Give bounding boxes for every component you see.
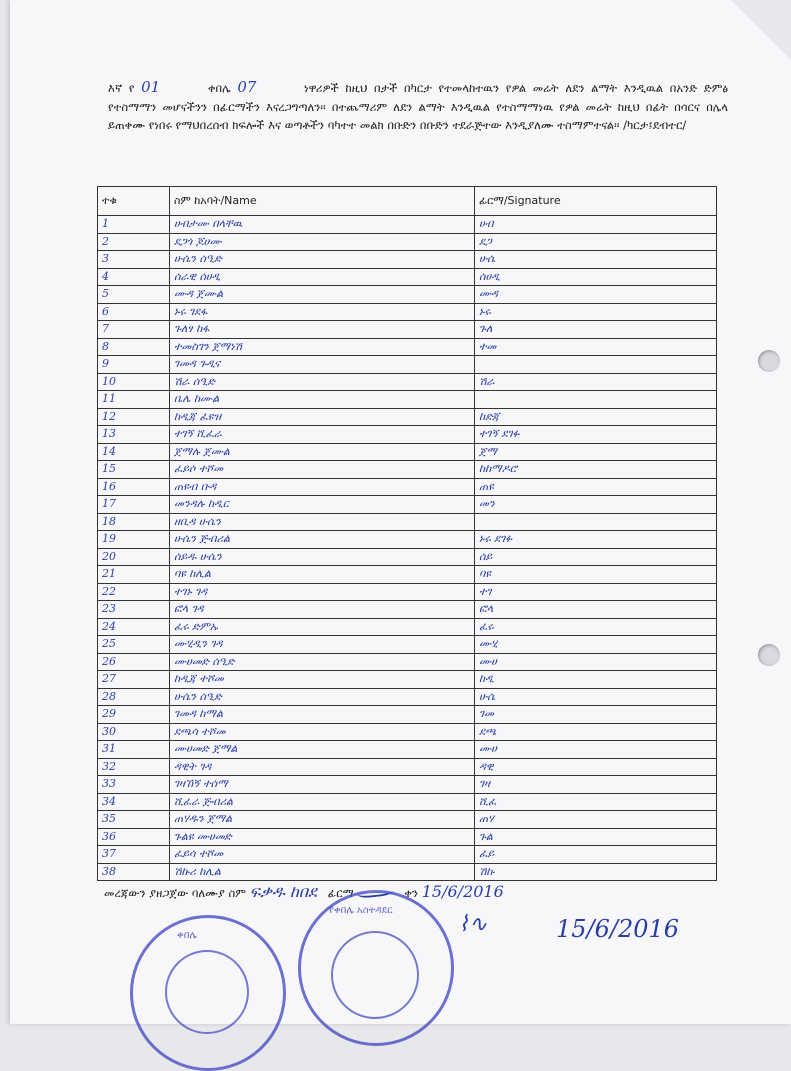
row-name: ሙዳ ጀሙል — [170, 286, 475, 304]
table-row — [98, 513, 717, 531]
table-row — [98, 741, 717, 759]
row-number: 4 — [98, 268, 170, 286]
row-name: ሽራ ሰዒድ — [170, 373, 475, 391]
row-signature — [475, 513, 717, 531]
table-row — [98, 303, 717, 321]
row-number: 9 — [98, 356, 170, 374]
row-name: ተመስገን ጀማነሽ — [170, 338, 475, 356]
row-number: 35 — [98, 811, 170, 829]
row-number: 27 — [98, 671, 170, 689]
table-row — [98, 618, 717, 636]
table-row — [98, 758, 717, 776]
row-name: ከዲጃ ተሾመ — [170, 671, 475, 689]
row-signature: ሰሀዲ — [475, 268, 717, 286]
row-signature: ጠሃ — [475, 811, 717, 829]
row-name: ደጫሳ ተሾመ — [170, 723, 475, 741]
header-name: ስም ከአባት/Name — [170, 187, 475, 216]
table-row — [98, 776, 717, 794]
row-name: ሽኩሪ ከሊል — [170, 863, 475, 881]
table-row — [98, 811, 717, 829]
kebele-number: 01 — [141, 78, 161, 96]
row-name: መንዳሉ ከዲር — [170, 496, 475, 514]
row-number: 19 — [98, 531, 170, 549]
row-name: ጉለፃ ከፋ — [170, 321, 475, 339]
row-name: ጀማሉ ጀሙል — [170, 443, 475, 461]
collector-name: ፍቃዱ ከበደ — [249, 882, 317, 901]
row-signature: ሙሀ — [475, 741, 717, 759]
row-number: 5 — [98, 286, 170, 304]
collector-label: መረጃውን ያዘጋጀው ባለሙያ ስም — [104, 886, 246, 900]
row-name: ከዲጃ ፈዩዝ — [170, 408, 475, 426]
table-row — [98, 478, 717, 496]
row-signature: ዳዊ — [475, 758, 717, 776]
row-name: ባዩ ከሊል — [170, 566, 475, 584]
row-signature: ሀብ — [475, 216, 717, 234]
row-signature: ከዲ — [475, 671, 717, 689]
table-body — [98, 216, 717, 881]
row-name: ኑሩ ገደፋ — [170, 303, 475, 321]
row-name: ዘቢዳ ሁሴን — [170, 513, 475, 531]
row-signature: ከድጃ — [475, 408, 717, 426]
table-row — [98, 408, 717, 426]
header-number: ተቁ — [98, 187, 170, 216]
header-signature: ፊርማ/Signature — [475, 187, 717, 216]
row-number: 11 — [98, 391, 170, 409]
row-name: ሙሀመድ ሰዒድ — [170, 653, 475, 671]
row-name: ሀብታሙ በላቸዉ — [170, 216, 475, 234]
row-signature: ደጫ — [475, 723, 717, 741]
row-number: 30 — [98, 723, 170, 741]
row-name: ሁሴን ሰዒድ — [170, 251, 475, 269]
row-name: ደጋጎ ጆሀሙ — [170, 233, 475, 251]
row-number: 3 — [98, 251, 170, 269]
table-row — [98, 443, 717, 461]
row-name: ፎላ ገዳ — [170, 601, 475, 619]
table-header-row — [98, 187, 717, 216]
row-name: ፈይሶ ተሾመ — [170, 461, 475, 479]
row-number: 12 — [98, 408, 170, 426]
row-number: 38 — [98, 863, 170, 881]
row-signature: ሙሀ — [475, 653, 717, 671]
intro-paragraph — [108, 78, 728, 135]
row-name: ቤሌ ከሙል — [170, 391, 475, 409]
row-signature: ጀማ — [475, 443, 717, 461]
table-row — [98, 268, 717, 286]
table-row — [98, 233, 717, 251]
row-number: 24 — [98, 618, 170, 636]
row-number: 15 — [98, 461, 170, 479]
table-row — [98, 548, 717, 566]
row-name: ፈይሳ ተሾመ — [170, 846, 475, 864]
row-signature: ፈሩ — [475, 618, 717, 636]
row-signature: ሁሴ — [475, 688, 717, 706]
row-number: 10 — [98, 373, 170, 391]
row-number: 33 — [98, 776, 170, 794]
table-row — [98, 846, 717, 864]
row-signature: ተገ — [475, 583, 717, 601]
row-signature: ፈይ — [475, 846, 717, 864]
date-repeat: 15/6/2016 — [556, 915, 680, 943]
table-row — [98, 426, 717, 444]
row-name: ሁሴን ሰዒድ — [170, 688, 475, 706]
row-name: ገመዳ ከማል — [170, 706, 475, 724]
row-number: 34 — [98, 793, 170, 811]
row-number: 31 — [98, 741, 170, 759]
row-signature — [475, 356, 717, 374]
table-row — [98, 356, 717, 374]
row-signature: ጠዩ — [475, 478, 717, 496]
row-number: 6 — [98, 303, 170, 321]
table-row — [98, 216, 717, 234]
stamp-text: የቀበሌ አስተዳደር — [329, 905, 393, 916]
row-number: 22 — [98, 583, 170, 601]
official-stamp-right — [298, 890, 454, 1046]
row-name: ሙሂዲን ገዳ — [170, 636, 475, 654]
row-signature — [475, 391, 717, 409]
table-row — [98, 706, 717, 724]
row-number: 13 — [98, 426, 170, 444]
row-number: 26 — [98, 653, 170, 671]
stamp-text: ቀበሌ — [177, 930, 197, 941]
table-row — [98, 373, 717, 391]
row-name: ሁሴን ጅብሪል — [170, 531, 475, 549]
row-name: ገዛኸኝ ተሰማ — [170, 776, 475, 794]
row-number: 37 — [98, 846, 170, 864]
row-number: 36 — [98, 828, 170, 846]
row-number: 25 — [98, 636, 170, 654]
row-signature: ኑሩ ደገፉ — [475, 531, 717, 549]
row-number: 17 — [98, 496, 170, 514]
row-number: 18 — [98, 513, 170, 531]
row-signature: ደጋ — [475, 233, 717, 251]
row-signature: ጉል — [475, 828, 717, 846]
table-row — [98, 863, 717, 881]
table-row — [98, 338, 717, 356]
row-signature: ፎላ — [475, 601, 717, 619]
table-row — [98, 391, 717, 409]
official-stamp-left — [130, 915, 286, 1071]
row-name: ተገኑ ገዳ — [170, 583, 475, 601]
punch-hole — [758, 350, 780, 372]
row-number: 1 — [98, 216, 170, 234]
row-signature: ሰይ — [475, 548, 717, 566]
row-number: 14 — [98, 443, 170, 461]
intro-body: ነዋሪዎች ከዚህ በታች በካርታ የተመላከተዉን የዎል መሬት ለደን ልማት እንዲዉል በአንድ ድምፅ የተስማማን መሆናችንን በፊርማችን እናረጋግጣለን፡፡ በተጨማሪም ለደን ልማት እንዲዉል የተስማማነዉ የዎል መሬት ከዚህ በፊት በሳርና በሌላ ይጠቀሙ የነበሩ የማህበረሰብ ክፍሎች እና ወጣቶችን ባካተተ መልክ በቡድን በቡድን ተደራጅተው እንዲያለሙ ተስማምተናል፡፡ /ካርታ፤ደብተር/ — [108, 81, 729, 132]
row-number: 29 — [98, 706, 170, 724]
row-name: ጉልዩ ሙሀመድ — [170, 828, 475, 846]
row-name: ሙሀመድ ጀማል — [170, 741, 475, 759]
table-row — [98, 601, 717, 619]
row-signature: ጉለ — [475, 321, 717, 339]
row-signature: ባዩ — [475, 566, 717, 584]
stamp-emblem — [165, 950, 249, 1034]
stamp-emblem — [331, 931, 419, 1019]
row-signature: ከከማዶሮ — [475, 461, 717, 479]
table-row — [98, 321, 717, 339]
row-number: 20 — [98, 548, 170, 566]
row-name: ሰይዱ ሁሴን — [170, 548, 475, 566]
row-signature: መን — [475, 496, 717, 514]
table-row — [98, 688, 717, 706]
row-name: ጠዩብ ቡዳ — [170, 478, 475, 496]
punch-hole — [758, 644, 780, 666]
row-name: ገመዳ ጉዲና — [170, 356, 475, 374]
row-signature: ሙሂ — [475, 636, 717, 654]
row-name: ጠሃዱን ጀማል — [170, 811, 475, 829]
row-signature: ሁሴ — [475, 251, 717, 269]
table-row — [98, 636, 717, 654]
row-number: 2 — [98, 233, 170, 251]
row-signature: ሽኩ — [475, 863, 717, 881]
approver-signature: ⌇∿ — [458, 912, 488, 937]
handwritten-number: 07 — [237, 78, 257, 96]
row-number: 23 — [98, 601, 170, 619]
table-row — [98, 531, 717, 549]
row-number: 28 — [98, 688, 170, 706]
row-number: 8 — [98, 338, 170, 356]
row-name: ሺፈራ ጅብሪል — [170, 793, 475, 811]
row-signature: ኑሩ — [475, 303, 717, 321]
table-row — [98, 286, 717, 304]
table-row — [98, 793, 717, 811]
table-row — [98, 828, 717, 846]
row-signature: ሙዳ — [475, 286, 717, 304]
table-row — [98, 461, 717, 479]
kebele-label: ቀበሌ — [207, 81, 231, 95]
table-row — [98, 583, 717, 601]
row-signature: ሺፈ — [475, 793, 717, 811]
table-row — [98, 566, 717, 584]
table-row — [98, 496, 717, 514]
row-signature: ሽራ — [475, 373, 717, 391]
row-number: 7 — [98, 321, 170, 339]
table-row — [98, 671, 717, 689]
row-name: ሰራዊ ሰሀዲ — [170, 268, 475, 286]
row-name: ተገኝ ሺፈራ — [170, 426, 475, 444]
row-number: 21 — [98, 566, 170, 584]
row-number: 16 — [98, 478, 170, 496]
row-signature: ተመ — [475, 338, 717, 356]
signature-table — [97, 186, 717, 881]
table-row — [98, 723, 717, 741]
row-name: ዳዊት ገዳ — [170, 758, 475, 776]
row-signature: ተገኝ ደገፉ — [475, 426, 717, 444]
date-value: 15/6/2016 — [421, 882, 504, 901]
table-row — [98, 653, 717, 671]
intro-prefix: እኛ የ — [108, 81, 135, 95]
date-label: ቀን — [404, 886, 419, 900]
row-name: ፈሩ ድምኡ — [170, 618, 475, 636]
row-signature: ገዛ — [475, 776, 717, 794]
row-number: 32 — [98, 758, 170, 776]
folded-corner — [731, 0, 791, 60]
table-row — [98, 251, 717, 269]
signature-label: ፊርማ — [327, 886, 354, 900]
row-signature: ገመ — [475, 706, 717, 724]
